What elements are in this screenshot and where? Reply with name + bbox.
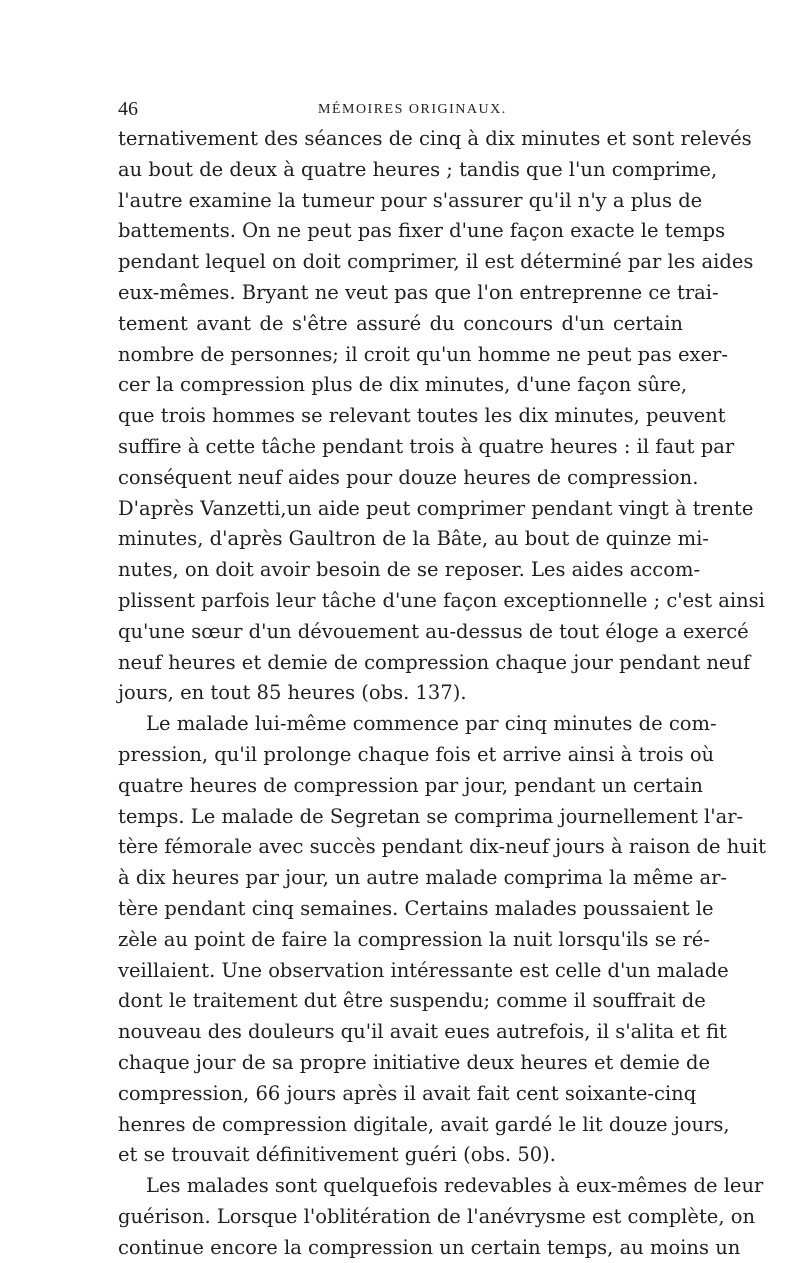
text-line: guérison. Lorsque l'oblitération de l'anévrysme est complète, on (118, 1204, 756, 1228)
text-line: compression, 66 jours après il avait fait cent soixante-cinq (118, 1081, 697, 1105)
text-line: nouveau des douleurs qu'il avait eues autrefois, il s'alita et fit (118, 1020, 727, 1044)
text-line: suffire à cette tâche pendant trois à quatre heures : il faut par (118, 434, 735, 458)
text-line: ternativement des séances de cinq à dix minutes et sont relevés (118, 127, 752, 150)
body-text (118, 124, 766, 1263)
text-line: D'après Vanzetti,un aide peut comprimer pendant vingt à trente (118, 496, 754, 520)
text-line: que trois hommes se relevant toutes les dix minutes, peuvent (118, 404, 726, 428)
text-line: jours, en tout 85 heures (obs. 137). (118, 681, 467, 705)
text-line: Le malade lui-même commence par cinq minutes de com- (146, 712, 717, 736)
text-line: henres de compression digitale, avait gardé le lit douze jours, (118, 1112, 730, 1136)
text-line: tère pendant cinq semaines. Certains malades poussaient le (118, 896, 714, 920)
text-line: qu'une sœur d'un dévouement au-dessus de tout éloge a exercé (118, 619, 749, 643)
text-line: au bout de deux à quatre heures ; tandis que l'un comprime, (118, 157, 718, 181)
text-line: chaque jour de sa propre initiative deux heures et demie de (118, 1050, 711, 1074)
text-line: pression, qu'il prolonge chaque fois et arrive ainsi à trois où (118, 742, 715, 766)
running-head (118, 98, 683, 124)
text-line: plissent parfois leur tâche d'une façon exceptionnelle ; c'est ainsi (118, 588, 765, 612)
text-line: continue encore la compression un certain temps, au moins un (118, 1235, 741, 1259)
text-line: pendant lequel on doit comprimer, il est déterminé par les aides (118, 250, 754, 274)
text-line: tement avant de s'être assuré du concours d'un certain (118, 311, 683, 335)
text-line: cer la compression plus de dix minutes, d'une façon sûre, (118, 373, 688, 397)
text-line: l'autre examine la tumeur pour s'assurer qu'il n'y a plus de (118, 188, 703, 212)
text-line: battements. On ne peut pas fixer d'une façon exacte le temps (118, 219, 726, 243)
text-line: zèle au point de faire la compression la nuit lorsqu'ils se ré- (118, 927, 710, 951)
text-line: dont le traitement dut être suspendu; comme il souffrait de (118, 989, 706, 1013)
text-line: à dix heures par jour, un autre malade comprima la même ar- (118, 866, 727, 890)
text-line: tère fémorale avec succès pendant dix-neuf jours à raison de huit (118, 835, 766, 859)
page-number: 46 (118, 98, 138, 120)
text-line: Les malades sont quelquefois redevables à eux-mêmes de leur (146, 1174, 764, 1198)
text-line: veillaient. Une observation intéressante est celle d'un malade (118, 958, 729, 982)
text-line: eux-mêmes. Bryant ne veut pas que l'on entreprenne ce trai- (118, 280, 719, 304)
text-line: nutes, on doit avoir besoin de se reposer. Les aides accom- (118, 558, 701, 582)
running-title: MÉMOIRES ORIGINAUX. (318, 102, 507, 117)
text-line: neuf heures et demie de compression chaque jour pendant neuf (118, 650, 751, 674)
text-line: conséquent neuf aides pour douze heures de compression. (118, 465, 699, 489)
text-line: minutes, d'après Gaultron de la Bâte, au bout de quinze mi- (118, 527, 709, 551)
text-line: nombre de personnes; il croit qu'un homme ne peut pas exer- (118, 342, 728, 366)
text-line: et se trouvait définitivement guéri (obs. 50). (118, 1143, 556, 1167)
text-line: quatre heures de compression par jour, pendant un certain (118, 773, 703, 797)
text-line: temps. Le malade de Segretan se comprima journellement l'ar- (118, 804, 744, 828)
